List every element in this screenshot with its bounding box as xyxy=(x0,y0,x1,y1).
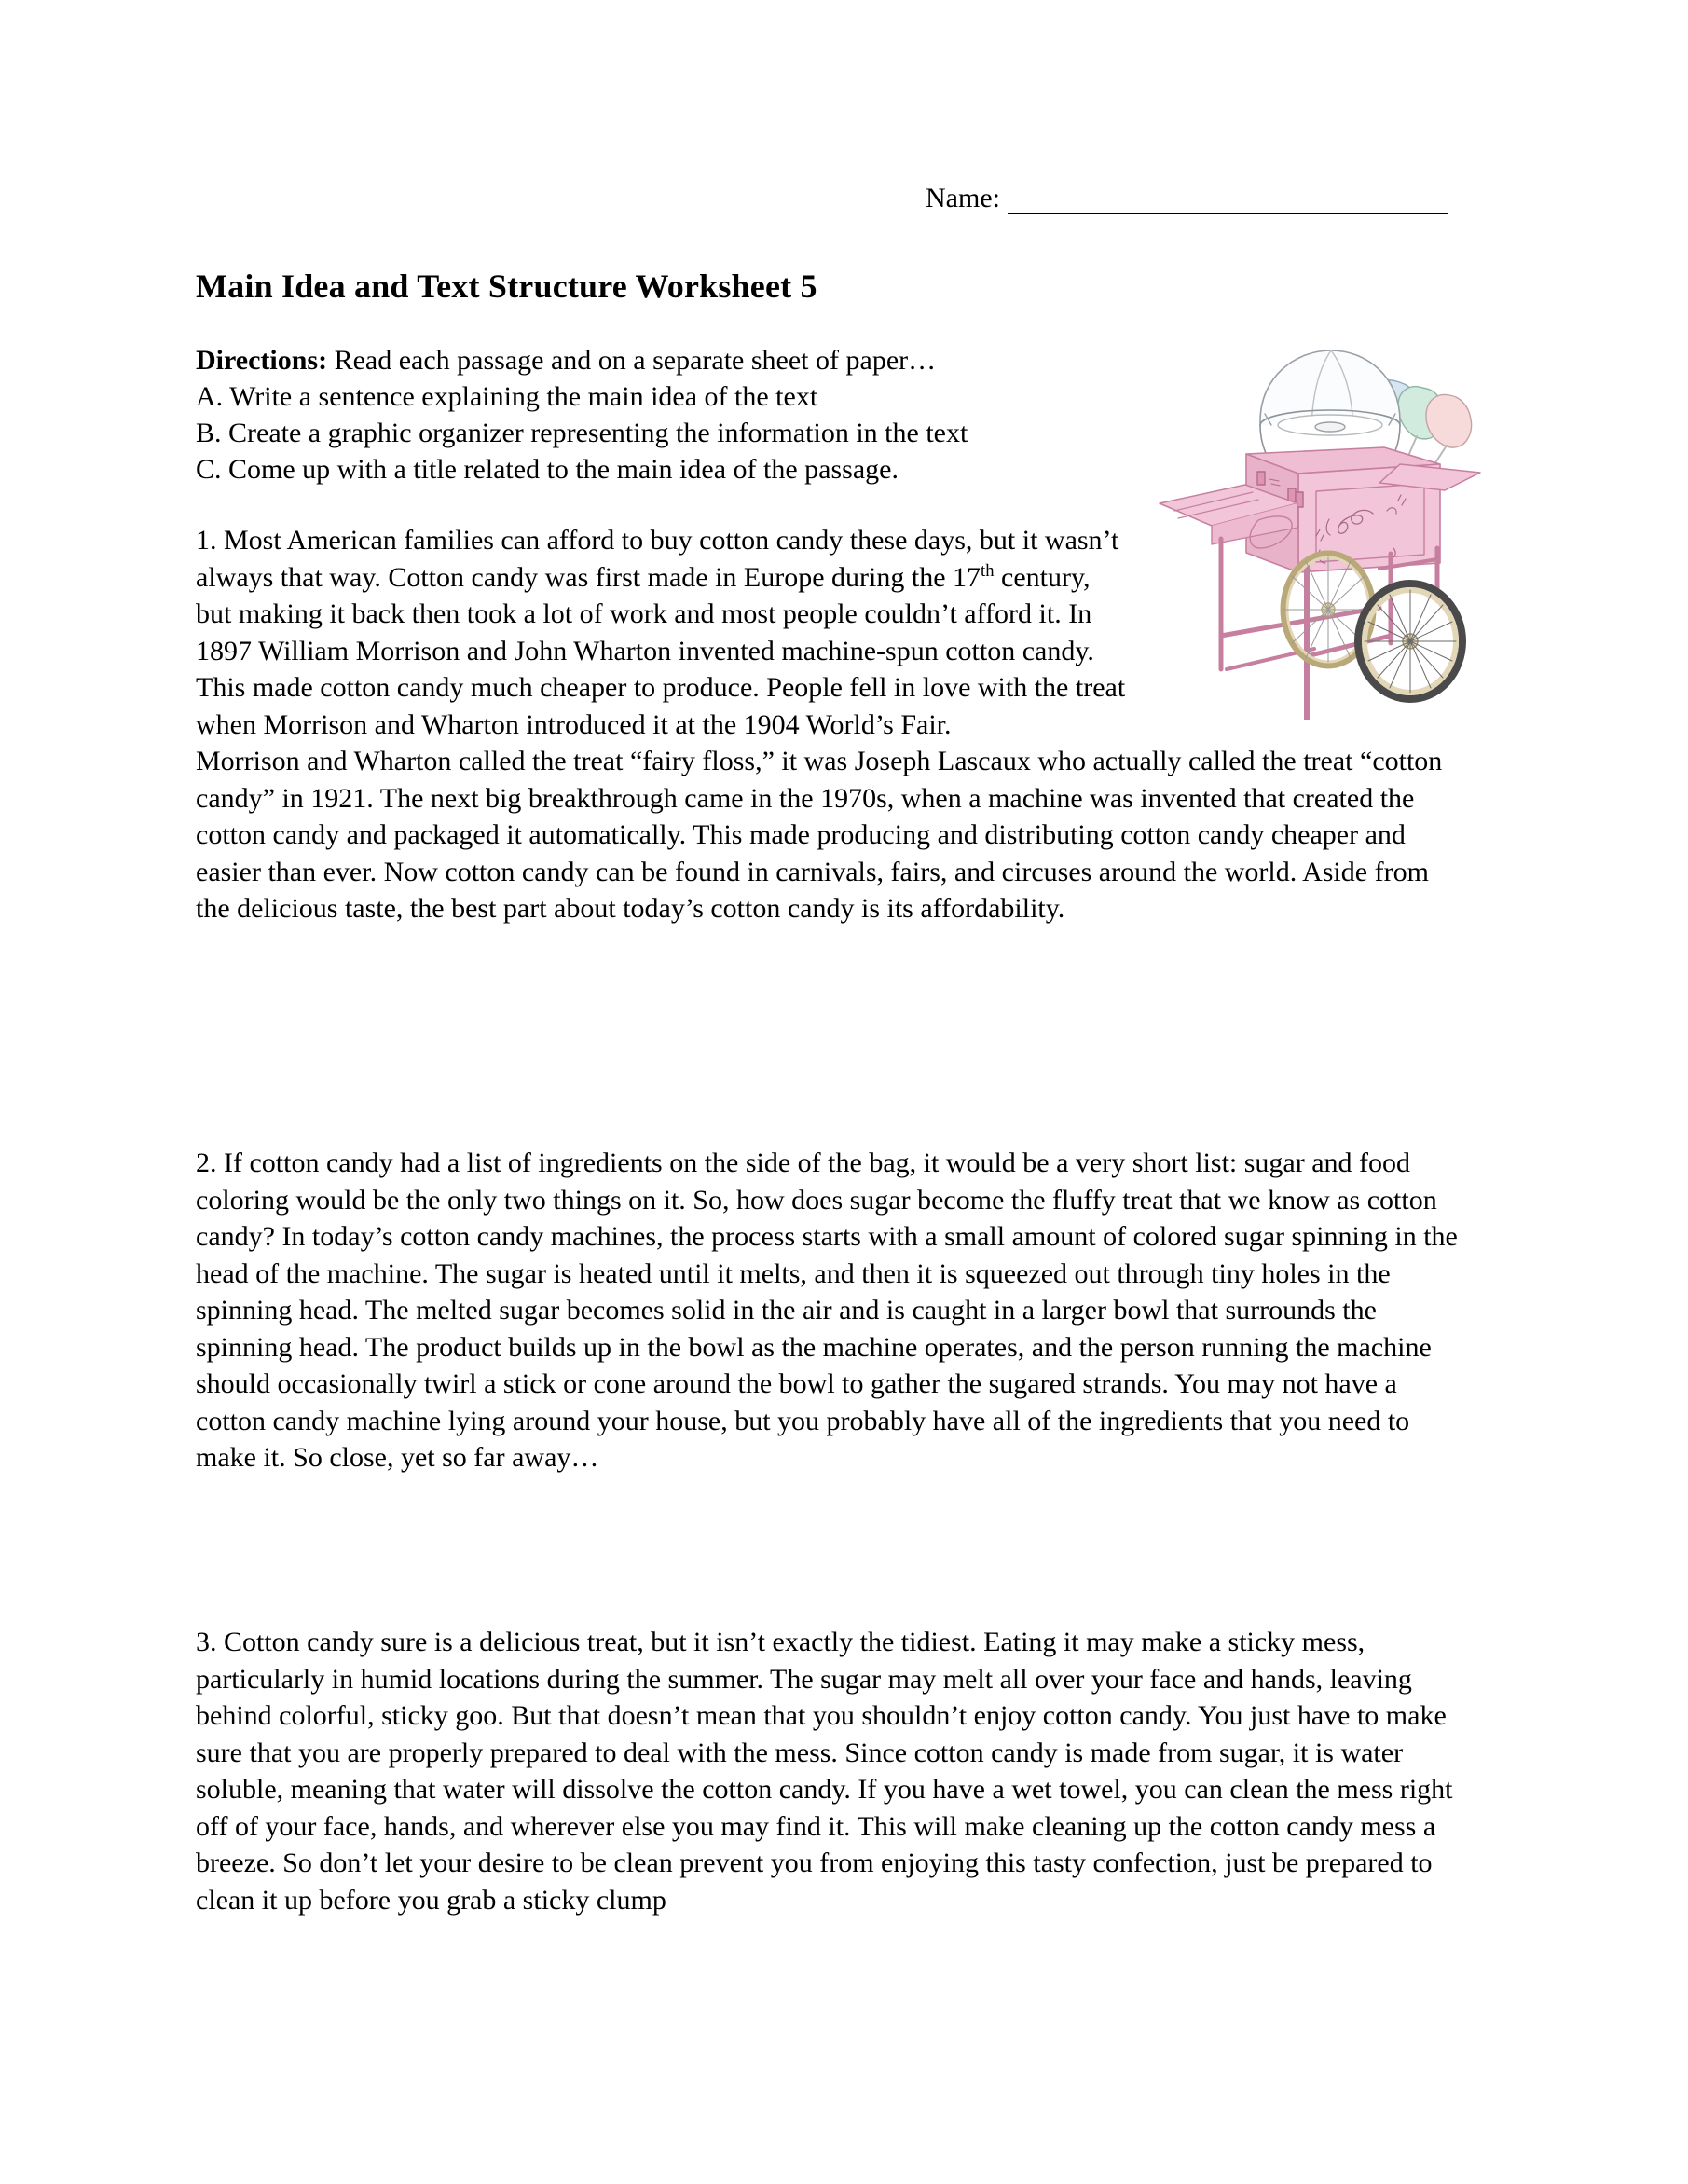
name-label: Name: xyxy=(926,183,1000,213)
directions-block xyxy=(196,342,1091,488)
name-field-row xyxy=(926,183,1448,214)
passage-1-text-part2: century, but making it back then took a lot of work and most people couldn’t afford it. In 1897 William Morrison and John Wharton invented machine-spun cotton candy. This made cotton candy much cheaper to produce. People fell in love with the treat when Morrison and Wharton introduced it at the 1904 World’s Fair. xyxy=(196,561,1126,740)
passage-1-text-part1: 1. Most American families can afford to buy cotton candy these days, but it wasn’t always that way. Cotton candy was first made in Europe during the 17 xyxy=(196,525,1119,593)
directions-label: Directions: xyxy=(196,345,328,376)
passage-1-text-full: Morrison and Wharton called the treat “fairy floss,” it was Joseph Lascaux who actually called the treat “cotton candy” in 1921. The next big breakthrough came in the 1970s, when a machine was invented that created the cotton candy and packaged it automatically. This made producing and distributing cotton candy cheaper and easier than ever. Now cotton candy can be found in carnivals, fairs, and circuses around the world. Aside from the delicious taste, the best part about today’s cotton candy is its affordability. xyxy=(196,746,1443,924)
passage-1 xyxy=(196,522,1459,927)
directions-item-a: A. Write a sentence explaining the main idea of the text xyxy=(196,381,818,412)
passage-3-text: 3. Cotton candy sure is a delicious treat, but it isn’t exactly the tidiest. Eating it may make a sticky mess, particularly in humid locations during the summer. The sugar may melt all over your face and hands, leaving behind colorful, sticky goo. But that doesn’t mean that you shouldn’t enjoy cotton candy. You just have to make sure that you are properly prepared to deal with the mess. Since cotton candy is made from sugar, it is water soluble, meaning that water will dissolve the cotton candy. If you have a wet towel, you can clean the mess right off of your face, hands, and wherever else you may find it. This will make cleaning up the cotton candy mess a breeze. So don’t let your desire to be clean prevent you from enjoying this tasty confection, just be prepared to clean it up before you grab a sticky clump xyxy=(196,1627,1453,1916)
directions-item-b: B. Create a graphic organizer representing the information in the text xyxy=(196,418,968,448)
passage-2-text: 2. If cotton candy had a list of ingredients on the side of the bag, it would be a very short list: sugar and food coloring would be the only two things on it. So, how does sugar become the fluffy treat that we know as cotton candy? In today’s cotton candy machines, the process starts with a small amount of colored sugar spinning in the head of the machine. The sugar is heated until it melts, and then it is squeezed out through tiny holes in the spinning head. The melted sugar becomes solid in the air and is caught in a larger bowl that surrounds the spinning head. The product builds up in the bowl as the machine operates, and the person running the machine should occasionally twirl a stick or cone around the bowl to gather the sugared strands. You may not have a cotton candy machine lying around your house, but you probably have all of the ingredients that you need to make it. So close, yet so far away… xyxy=(196,1147,1458,1473)
directions-intro-line xyxy=(196,342,1091,378)
ordinal-suffix: th xyxy=(981,560,995,581)
directions-intro-text: Read each passage and on a separate sheet of paper… xyxy=(327,345,937,376)
directions-item-c: C. Come up with a title related to the main idea of the passage. xyxy=(196,454,899,485)
name-write-in-line[interactable] xyxy=(1008,188,1448,214)
page-title: Main Idea and Text Structure Worksheet 5 xyxy=(196,268,817,305)
passage-3 xyxy=(196,1624,1459,1918)
passage-1-text-wrapped xyxy=(196,522,1132,743)
passage-2 xyxy=(196,1145,1459,1477)
